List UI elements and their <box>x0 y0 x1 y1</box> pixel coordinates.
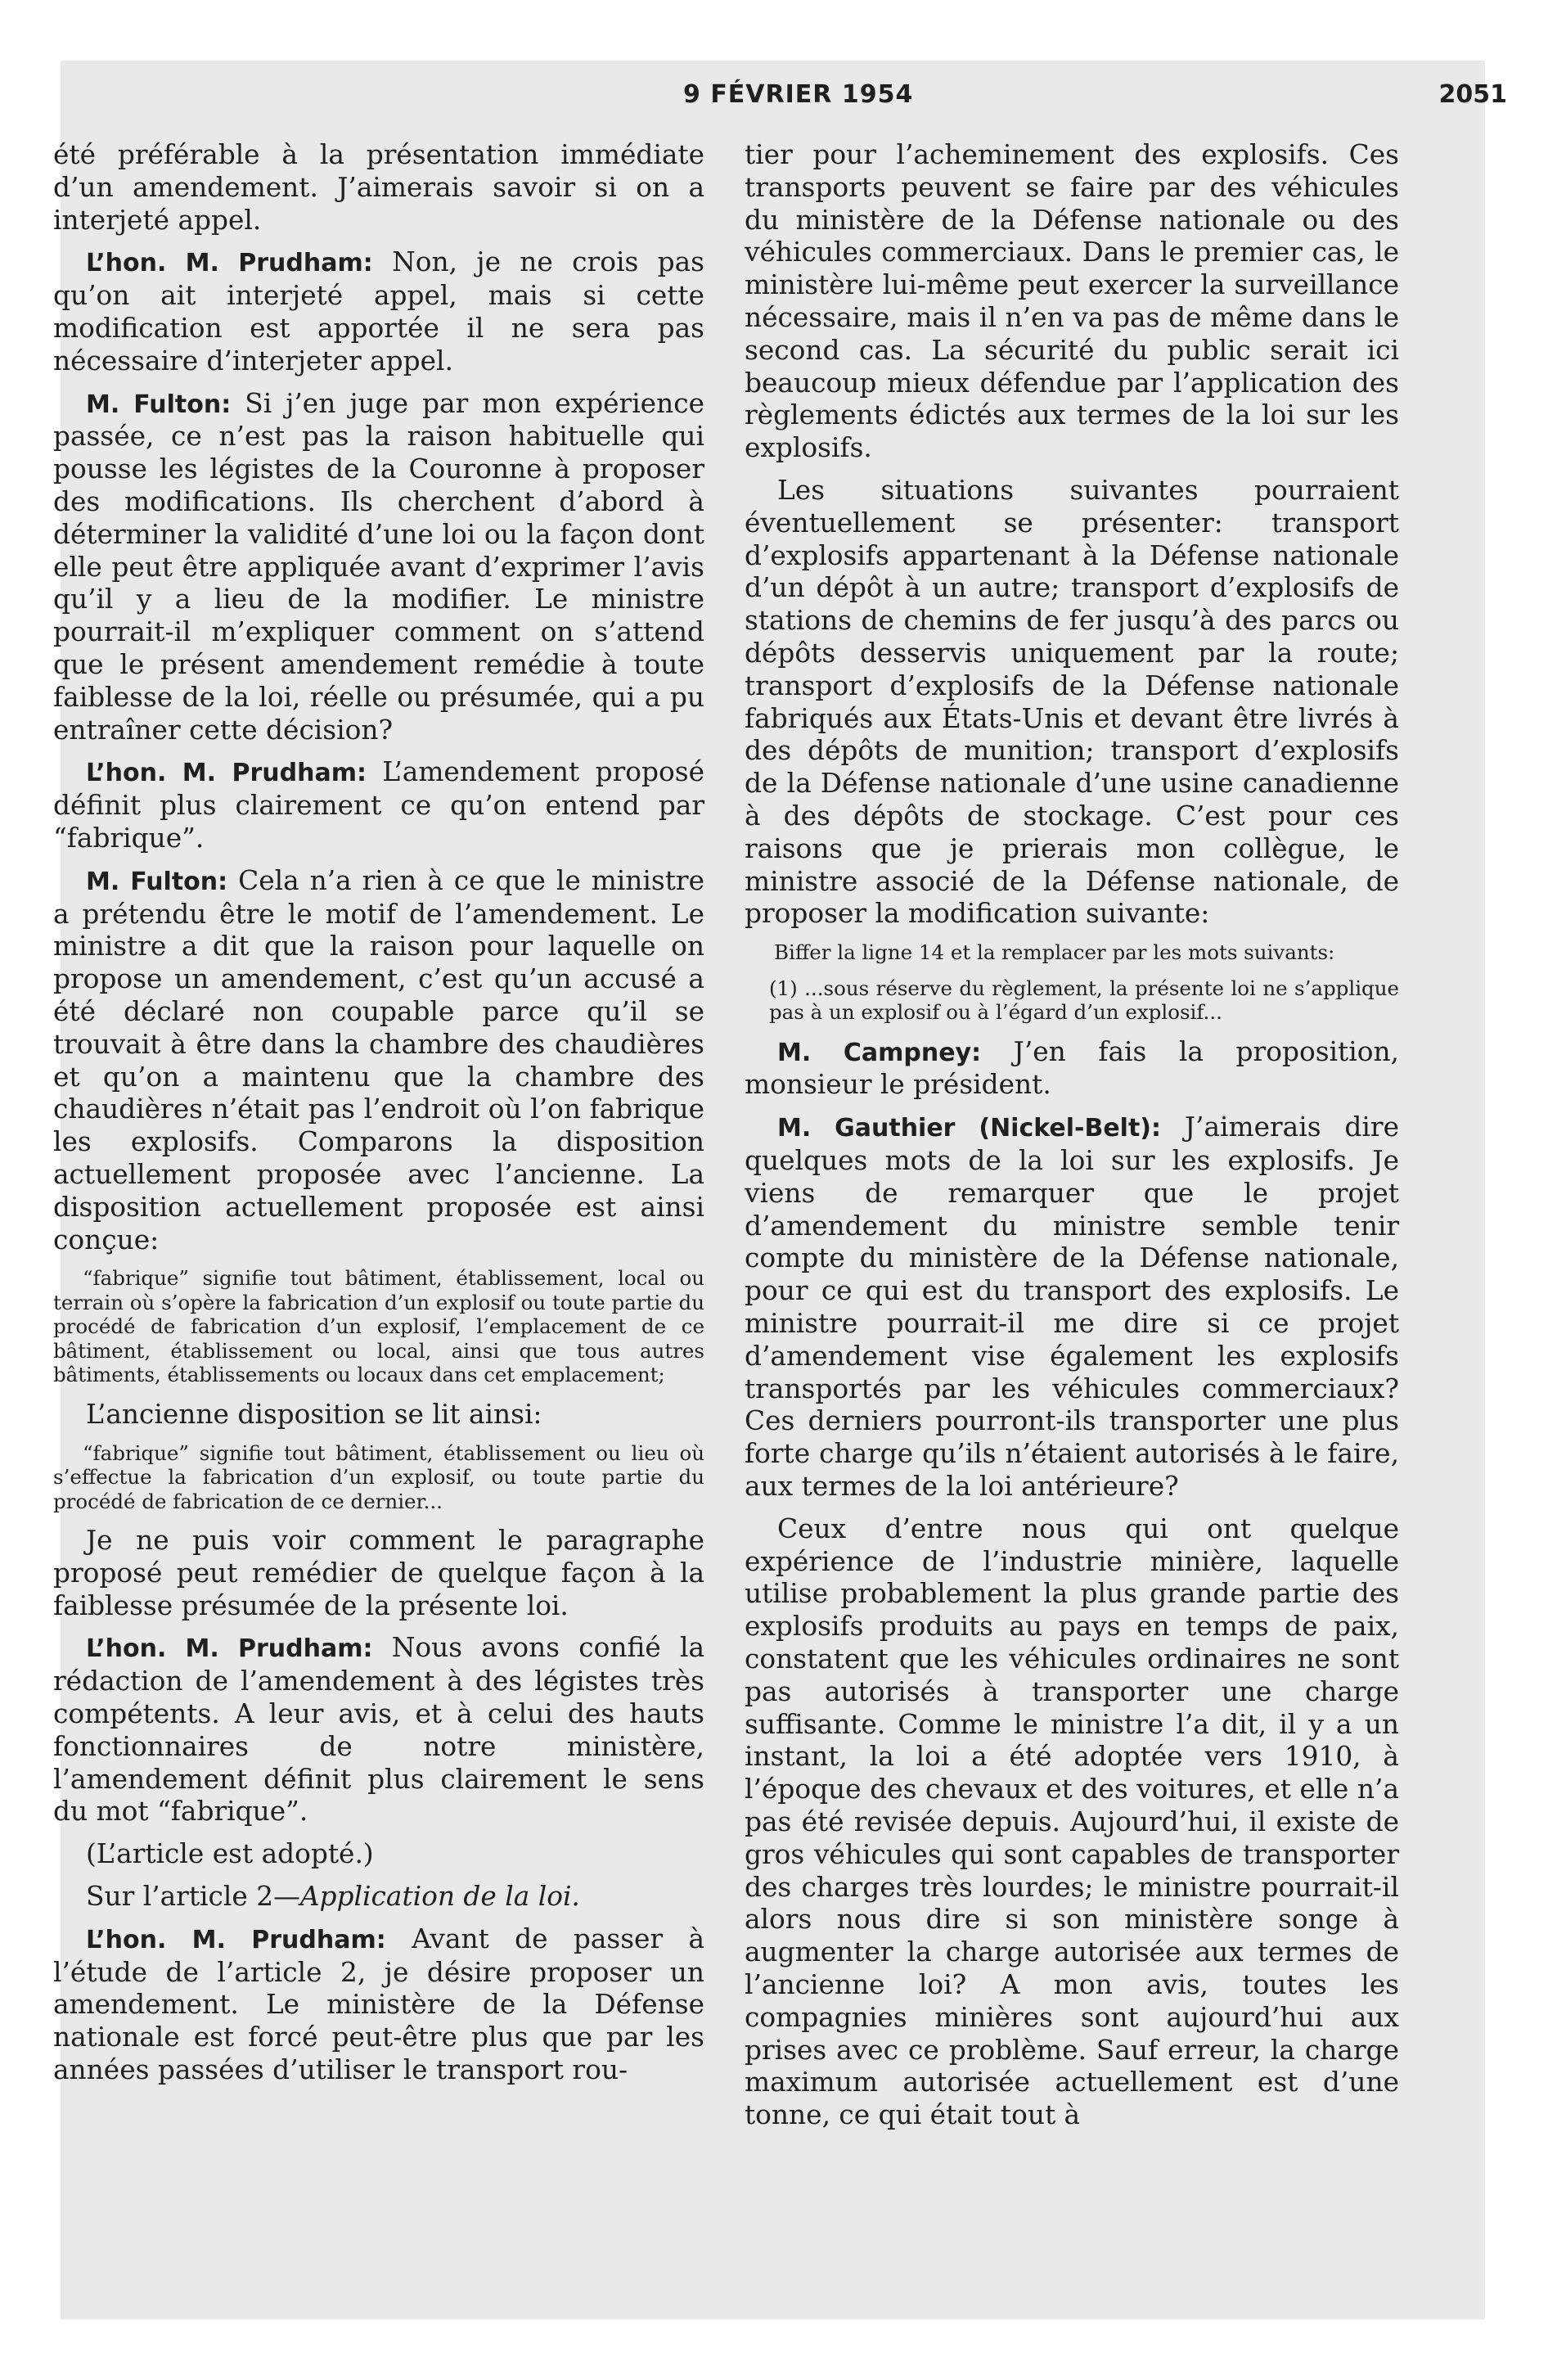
speaker: M. Gauthier (Nickel-Belt): <box>777 1114 1162 1143</box>
paragraph: M. Fulton: Cela n’a rien à ce que le ministre a prétendu être le motif de l’amendement. Le ministre a dit que la raison pour laquelle on propose un amendement, c’est qu’un accusé a été déclaré non coupable parce qu’il se trouvait à être dans la chambre des chaudières et qu’on a maintenu que la chambre des chaudières n’était pas l’endroit où l’on fabrique les explosifs. Comparons la disposition actuellement proposée avec l’ancienne. La disposition actuellement proposée est ainsi conçue: <box>53 864 705 1255</box>
paragraph: M. Fulton: Si j’en juge par mon expérience passée, ce n’est pas la raison habituelle qui pousse les légistes de la Couronne à proposer des modifications. Ils cherchent d’abord à déterminer la validité d’une loi ou la façon dont elle peut être appliquée avant d’exprimer l’avis qu’il y a lieu de la modifier. Le ministre pourrait-il m’expliquer comment on s’attend que le présent amendement remédie à toute faiblesse de la loi, réelle ou présumée, qui a pu entraîner cette décision? <box>53 387 704 746</box>
speaker: M. Fulton: <box>86 390 232 419</box>
paragraph: L’ancienne disposition se lit ainsi: <box>86 1398 542 1430</box>
paragraph: (L’article est adopté.) <box>86 1838 374 1870</box>
block-quote: (1) ...sous réserve du règlement, la présente loi ne s’applique pas à un explosif ou à l’égard d’un explosif... <box>769 976 1399 1025</box>
page-number: 2051 <box>1438 80 1507 109</box>
paragraph: L’hon. M. Prudham: Avant de passer à l’étude de l’article 2, je désire proposer un amendement. Le ministère de la Défense nationale est forcé peut-être plus que par les années passées d’utiliser le transport rou- <box>53 1922 704 2086</box>
right-column <box>745 139 1399 2142</box>
speaker: M. Fulton: <box>86 867 228 896</box>
paragraph: tier pour l’acheminement des explosifs. Ces transports peuvent se faire par des véhicules du ministère de la Défense nationale ou des véhicules commerciaux. Dans le premier cas, le ministère lui-même peut exercer la surveillance nécessaire, mais il n’en va pas de même dans le second cas. La sécurité du public serait ici beaucoup mieux défendue par l’application des règlements édictés aux termes de la loi sur les explosifs. <box>745 139 1399 464</box>
paragraph: L’hon. M. Prudham: L’amendement proposé définit plus clairement ce qu’on entend par “fabrique”. <box>53 756 704 854</box>
speaker: L’hon. M. Prudham: <box>86 249 373 278</box>
paragraph: Sur l’article 2—Application de la loi. <box>86 1881 580 1913</box>
block-quote: Biffer la ligne 14 et la remplacer par les mots suivants: <box>774 940 1335 965</box>
paragraph: Je ne puis voir comment le paragraphe proposé peut remédier de quelque façon à la faiblesse présumée de la présente loi. <box>53 1525 704 1621</box>
block-quote: “fabrique” signifie tout bâtiment, établissement, local ou terrain où s’opère la fabrication d’un explosif ou toute partie du procédé de fabrication d’un explosif, l’emplacement de ce bâtiment, établissement ou local, ainsi que tous autres bâtiments, établissements ou locaux dans cet emplacement; <box>53 1266 704 1387</box>
left-column <box>53 139 704 2097</box>
paragraph: M. Campney: J’en fais la proposition, monsieur le président. <box>745 1035 1399 1101</box>
paragraph: L’hon. M. Prudham: Nous avons confié la rédaction de l’amendement à des légistes très compétents. A leur avis, et à celui des hauts fonctionnaires de notre ministère, l’amendement définit plus clairement le sens du mot “fabrique”. <box>53 1632 704 1828</box>
speaker: L’hon. M. Prudham: <box>86 759 367 788</box>
paragraph: L’hon. M. Prudham: Non, je ne crois pas qu’on ait interjeté appel, mais si cette modification est apportée il ne sera pas nécessaire d’interjeter appel. <box>53 246 704 376</box>
page-header <box>0 80 1548 121</box>
speaker: M. Campney: <box>777 1038 982 1067</box>
paragraph: été préférable à la présentation immédiate d’un amendement. J’aimerais savoir si on a interjeté appel. <box>53 139 704 236</box>
paragraph: Les situations suivantes pourraient éventuellement se présenter: transport d’explosifs appartenant à la Défense nationale d’un dépôt à un autre; transport d’explosifs de stations de chemins de fer jusqu’à des parcs ou dépôts desservis uniquement par la route; transport d’explosifs de la Défense nationale fabriqués aux États-Unis et devant être livrés à des dépôts de munition; transport d’explosifs de la Défense nationale d’une usine canadienne à des dépôts de stockage. C’est pour ces raisons que je prierais mon collègue, le ministre associé de la Défense nationale, de proposer la modification suivante: <box>745 474 1399 930</box>
header-date: 9 FÉVRIER 1954 <box>683 80 914 109</box>
paragraph: M. Gauthier (Nickel-Belt): J’aimerais dire quelques mots de la loi sur les explosifs. Je viens de remarquer que le projet d’amendement du ministre semble tenir compte du ministère de la Défense nationale, pour ce qui est du transport des explosifs. Le ministre pourrait-il me dire si ce projet d’amendement vise également les explosifs transportés par les véhicules commerciaux? Ces derniers pourront-ils transporter une plus forte charge qu’ils n’étaient autorisés à le faire, aux termes de la loi antérieure? <box>745 1111 1399 1502</box>
paragraph: Ceux d’entre nous qui ont quelque expérience de l’industrie minière, laquelle utilise probablement la plus grande partie des explosifs produits au pays en temps de paix, constatent que les véhicules ordinaires ne sont pas autorisés à transporter une charge suffisante. Comme le ministre l’a dit, il y a un instant, la loi a été adoptée vers 1910, à l’époque des chevaux et des voitures, et elle n’a pas été revisée depuis. Aujourd’hui, il existe de gros véhicules qui sont capables de transporter des charges très lourdes; le ministre pourrait-il alors nous dire si son ministère songe à augmenter la charge autorisée aux termes de l’ancienne loi? A mon avis, toutes les compagnies minières sont aujourd’hui aux prises avec ce problème. Sauf erreur, la charge maximum autorisée actuellement est d’une tonne, ce qui était tout à <box>745 1512 1399 2131</box>
speaker: L’hon. M. Prudham: <box>86 1634 373 1664</box>
speaker: L’hon. M. Prudham: <box>86 1925 386 1954</box>
block-quote: “fabrique” signifie tout bâtiment, établissement ou lieu où s’effectue la fabrication d’un explosif, ou toute partie du procédé de fabrication de ce dernier... <box>53 1440 704 1513</box>
